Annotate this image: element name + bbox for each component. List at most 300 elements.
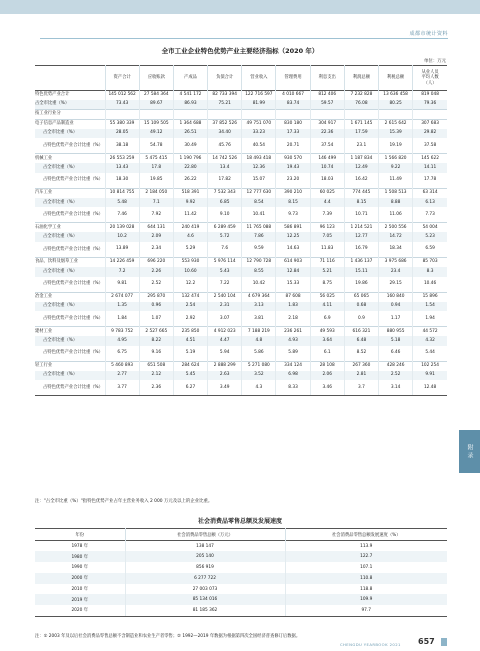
table-cell: 17.78 xyxy=(423,177,437,183)
table-row xyxy=(35,91,447,101)
table-cell: 235 850 xyxy=(173,327,207,337)
table-cell xyxy=(105,110,139,120)
table-cell: 1.35 xyxy=(105,302,139,312)
table-cell: 1 187 834 xyxy=(344,154,378,164)
table-cell: 7.73 xyxy=(425,211,435,217)
table-cell: 20 139 028 xyxy=(105,223,139,233)
table-row xyxy=(35,110,447,120)
table-cell: 5.21 xyxy=(310,267,344,277)
table-cell: 1.94 xyxy=(425,315,435,321)
table-cell: 5.19 xyxy=(173,346,207,362)
table-row xyxy=(35,573,447,584)
table-cell: 2.34 xyxy=(139,242,173,258)
table-cell: 5.89 xyxy=(276,346,310,362)
row-label: 食品、饮料及烟草工业 xyxy=(35,258,105,268)
table-cell: 3.52 xyxy=(242,371,276,381)
row-label: 占特色优势产业合计比重（%） xyxy=(35,138,105,154)
table-cell: 0.9 xyxy=(344,311,378,327)
table-cell: 14 742 526 xyxy=(208,154,242,164)
table-cell: 4.32 xyxy=(413,336,447,346)
table-cell: 5.43 xyxy=(208,267,242,277)
table-cell: 81 185 362 xyxy=(125,605,285,616)
table-cell: 145 012 562 xyxy=(105,91,139,101)
table-cell: 28 108 xyxy=(310,361,344,371)
table-cell: 79.36 xyxy=(413,100,447,110)
table-cell: 73.43 xyxy=(105,100,139,110)
table-cell: 17.59 xyxy=(344,129,378,139)
table-cell: 2 527 665 xyxy=(139,327,173,337)
table-cell: 8.54 xyxy=(242,198,276,208)
table-cell: 15 896 xyxy=(413,292,447,302)
row-label: 轻工行业 xyxy=(35,361,105,371)
table-cell: 6.75 xyxy=(105,346,139,362)
table-cell: 85 134 016 xyxy=(125,594,285,605)
table-cell: 9.81 xyxy=(105,277,139,293)
header-rule xyxy=(40,38,448,39)
table-cell: 4.95 xyxy=(105,336,139,346)
table-cell: 2 500 556 xyxy=(379,223,413,233)
table-cell: 830 180 xyxy=(276,119,310,129)
table-cell: 118.8 xyxy=(360,586,373,592)
table-row xyxy=(35,311,447,327)
table-cell: 12.2 xyxy=(173,277,207,293)
column-header: 应收账款 xyxy=(139,66,173,91)
table-cell: 5.23 xyxy=(413,232,447,242)
table-cell: 7.6 xyxy=(208,242,242,258)
table-cell: 145 622 xyxy=(413,154,447,164)
table-cell: 96 123 xyxy=(310,223,344,233)
table-cell: 7.46 xyxy=(105,207,139,223)
table-cell: 19.85 xyxy=(139,173,173,189)
table-cell: 3.07 xyxy=(208,311,242,327)
table-cell: 75.21 xyxy=(208,100,242,110)
table-row xyxy=(35,277,447,293)
table-cell: 146 499 xyxy=(310,154,344,164)
table-row xyxy=(35,292,447,302)
table-row xyxy=(35,594,447,605)
table-cell: 65 065 xyxy=(344,292,378,302)
table-cell: 8.15 xyxy=(276,198,310,208)
table-cell: 10.46 xyxy=(423,280,437,286)
top-banner xyxy=(0,0,480,14)
table-cell: 6.27 xyxy=(173,380,207,396)
table-cell: 819 048 xyxy=(421,92,439,98)
table-cell: 5.45 xyxy=(173,371,207,381)
table-cell: 71 116 xyxy=(310,258,344,268)
table-cell: 49 593 xyxy=(310,327,344,337)
table2-note: 注：① 2003 年及以后社会消费品零售总额不含制造业和农业生产者零售；② 1992—2019 年数据为根据第四次全国经济普查修订后数据。 xyxy=(35,634,301,639)
column-header xyxy=(35,66,105,91)
column-header: 年份 xyxy=(35,529,125,541)
table-cell: 267 360 xyxy=(344,361,378,371)
row-label: 占特色优势产业合计比重（%） xyxy=(35,346,105,362)
table-cell: 553 930 xyxy=(173,258,207,268)
table-cell: 6.59 xyxy=(425,246,435,252)
table-cell: 11.83 xyxy=(310,242,344,258)
table-cell: 26.51 xyxy=(173,129,207,139)
table-cell: 6.98 xyxy=(276,371,310,381)
table-cell: 6.9 xyxy=(310,311,344,327)
table-cell: 107.1 xyxy=(360,564,373,570)
table-cell: 6.85 xyxy=(208,198,242,208)
table-cell: 7.86 xyxy=(242,232,276,242)
column-header: 负债合计 xyxy=(208,66,242,91)
column-header: 管理费用 xyxy=(276,66,310,91)
table-cell: 4 912 023 xyxy=(208,327,242,337)
table-cell: 29.82 xyxy=(413,129,447,139)
table-cell: 9 783 752 xyxy=(105,327,139,337)
table-cell: 4 679 364 xyxy=(242,292,276,302)
table-row xyxy=(35,258,447,268)
table-cell: 12.84 xyxy=(276,267,310,277)
table-cell: 10.60 xyxy=(173,267,207,277)
table-cell: 27 584 364 xyxy=(139,91,173,101)
table-cell: 34.40 xyxy=(208,129,242,139)
table-cell: 307 683 xyxy=(413,119,447,129)
table-cell: 113.9 xyxy=(360,543,373,549)
table-cell: 19.86 xyxy=(344,277,378,293)
table-cell: 49 751 070 xyxy=(242,119,276,129)
table-cell: 10.41 xyxy=(242,207,276,223)
table-cell: 8.3 xyxy=(413,267,447,277)
table-cell: 15.39 xyxy=(379,129,413,139)
table-cell: 6 277 722 xyxy=(125,573,285,584)
table-row xyxy=(35,327,447,337)
table-row xyxy=(35,207,447,223)
table-row xyxy=(35,138,447,154)
table-row xyxy=(35,188,447,198)
table-cell: 3.7 xyxy=(344,380,378,396)
table-cell: 28.05 xyxy=(105,129,139,139)
table-cell xyxy=(379,110,413,120)
table-cell: 16.42 xyxy=(344,173,378,189)
table-cell: 8.75 xyxy=(310,277,344,293)
table-cell: 97.7 xyxy=(285,605,447,616)
table-cell: 1 671 145 xyxy=(344,119,378,129)
table-cell: 60 025 xyxy=(310,188,344,198)
year-cell: 2000 年 xyxy=(35,573,125,584)
table2-header-row xyxy=(35,529,447,541)
table-cell: 17.82 xyxy=(208,173,242,189)
table-cell: 5.29 xyxy=(173,242,207,258)
table-cell: 2 615 642 xyxy=(379,119,413,129)
table-cell: 6.1 xyxy=(310,346,344,362)
table-cell: 856 919 xyxy=(125,562,285,573)
table-row xyxy=(35,302,447,312)
row-label: 特色优势产业合计 xyxy=(35,91,105,101)
table-cell: 644 131 xyxy=(139,223,173,233)
table-cell: 27 003 073 xyxy=(125,584,285,595)
running-header: 成都市统计资料 xyxy=(409,31,448,37)
table-cell: 3.14 xyxy=(379,380,413,396)
table-cell: 82 733 394 xyxy=(208,91,242,101)
column-header: 营业收入 xyxy=(242,66,276,91)
table-cell: 3.81 xyxy=(242,311,276,327)
table1-unit: 单位：万元 xyxy=(424,59,446,64)
table-cell: 4.47 xyxy=(208,336,242,346)
table-cell: 5.44 xyxy=(425,350,435,356)
footer-text: CHENGDU YEARBOOK 2021 xyxy=(340,642,401,647)
table-cell: 4.93 xyxy=(276,336,310,346)
row-label: 占特色优势产业合计比重（%） xyxy=(35,242,105,258)
year-cell: 1990 年 xyxy=(35,562,125,573)
table-cell: 15.11 xyxy=(344,267,378,277)
table-cell: 205 140 xyxy=(125,551,285,562)
table-cell: 5.86 xyxy=(242,346,276,362)
year-cell: 2019 年 xyxy=(35,594,125,605)
table-cell: 9.22 xyxy=(379,163,413,173)
table-cell: 18 493 418 xyxy=(242,154,276,164)
table-cell: 37.58 xyxy=(423,142,437,148)
table-cell xyxy=(173,110,207,120)
table-cell: 1.07 xyxy=(139,311,173,327)
year-cell: 2010 年 xyxy=(35,584,125,595)
row-label: 占全市比重（%） xyxy=(35,198,105,208)
table-cell: 1.17 xyxy=(379,311,413,327)
table-cell: 10.74 xyxy=(310,163,344,173)
row-label: 占全市比重（%） xyxy=(35,129,105,139)
table-cell: 2.92 xyxy=(173,311,207,327)
table-cell: 7.39 xyxy=(310,207,344,223)
table-cell: 7.92 xyxy=(139,207,173,223)
table-cell: 13.4 xyxy=(208,163,242,173)
table-row xyxy=(35,361,447,371)
table-cell: 18.34 xyxy=(379,242,413,258)
table-row xyxy=(35,541,447,552)
table-cell: 2 674 077 xyxy=(105,292,139,302)
table-cell: 1 364 688 xyxy=(173,119,207,129)
column-header: 从业人员 平均人数 （人） xyxy=(421,69,439,86)
table-cell: 44 572 xyxy=(413,327,447,337)
column-header: 利息支出 xyxy=(310,66,344,91)
table-cell: 85 703 xyxy=(413,258,447,268)
table-cell: 76.08 xyxy=(344,100,378,110)
table-row xyxy=(35,267,447,277)
row-label: 电子信息产品制造业 xyxy=(35,119,105,129)
table-row xyxy=(35,232,447,242)
table-row xyxy=(35,562,447,573)
table-cell: 304 917 xyxy=(310,119,344,129)
table1-header-row xyxy=(35,66,447,91)
table-cell: 334 124 xyxy=(276,361,310,371)
table-cell: 9.92 xyxy=(173,198,207,208)
table-cell: 23.20 xyxy=(276,173,310,189)
table1-note: 注："占全市比重（%）"指特色优势产业占年主营业务收入 2 000 万元及以上的企业比重。 xyxy=(35,499,213,504)
table-cell: 2 540 104 xyxy=(208,292,242,302)
table-cell: 2.63 xyxy=(208,371,242,381)
table-cell: 12.49 xyxy=(344,163,378,173)
table-cell: 83.74 xyxy=(276,100,310,110)
table-cell: 11.42 xyxy=(173,207,207,223)
table-row xyxy=(35,100,447,110)
table-cell: 132 474 xyxy=(173,292,207,302)
table-cell: 614 903 xyxy=(276,258,310,268)
table-row xyxy=(35,173,447,189)
table-cell: 2 888 299 xyxy=(208,361,242,371)
table-cell: 14.11 xyxy=(413,163,447,173)
table-cell: 8.15 xyxy=(344,198,378,208)
table-cell: 2.52 xyxy=(379,371,413,381)
table-cell: 812 406 xyxy=(310,91,344,101)
row-label: 占全市比重（%） xyxy=(35,302,105,312)
table-cell: 1 566 820 xyxy=(379,154,413,164)
table-cell: 1.83 xyxy=(276,302,310,312)
table-cell: 55 380 339 xyxy=(105,119,139,129)
table-cell: 6.48 xyxy=(344,336,378,346)
table-cell: 11.49 xyxy=(379,173,413,189)
table-cell: 26.22 xyxy=(173,173,207,189)
table-cell: 3.77 xyxy=(105,380,139,396)
table-cell: 12 790 728 xyxy=(242,258,276,268)
table-cell: 4 010 667 xyxy=(276,91,310,101)
page-number: 657 xyxy=(418,637,435,646)
table-cell: 1 214 521 xyxy=(344,223,378,233)
row-label: 占特色优势产业合计比重（%） xyxy=(35,173,105,189)
table-cell: 3.13 xyxy=(242,302,276,312)
table-cell: 10.2 xyxy=(105,232,139,242)
table-cell: 81.99 xyxy=(242,100,276,110)
column-header: 利润总额 xyxy=(344,66,378,91)
table-cell: 102 254 xyxy=(413,361,447,371)
table-cell: 89.67 xyxy=(139,100,173,110)
table-cell: 240 419 xyxy=(173,223,207,233)
table-cell: 87 608 xyxy=(276,292,310,302)
column-header: 利税总额 xyxy=(379,66,413,91)
row-label: 占特色优势产业合计比重（%） xyxy=(35,277,105,293)
table-cell: 18.03 xyxy=(310,173,344,189)
table-cell: 30.49 xyxy=(173,138,207,154)
table-cell: 9.59 xyxy=(242,242,276,258)
table-cell: 586 891 xyxy=(276,223,310,233)
table-cell: 4.3 xyxy=(242,380,276,396)
row-label: 占全市比重（%） xyxy=(35,163,105,173)
table-cell: 59.57 xyxy=(310,100,344,110)
row-label: 冶金工业 xyxy=(35,292,105,302)
table-cell: 8.55 xyxy=(242,267,276,277)
table-cell: 6.46 xyxy=(379,346,413,362)
table-cell: 9.10 xyxy=(208,207,242,223)
table-cell: 616 321 xyxy=(344,327,378,337)
table-cell: 122.7 xyxy=(285,551,447,562)
table-cell: 10.71 xyxy=(344,207,378,223)
table-cell: 7 188 219 xyxy=(242,327,276,337)
table-cell: 2.31 xyxy=(208,302,242,312)
table-cell: 5.48 xyxy=(105,198,139,208)
table-cell: 236 261 xyxy=(276,327,310,337)
table-cell: 930 570 xyxy=(276,154,310,164)
table-cell: 5.72 xyxy=(208,232,242,242)
table-cell: 2.26 xyxy=(139,267,173,277)
industry-indicators-table xyxy=(35,65,447,396)
table-cell: 86.93 xyxy=(173,100,207,110)
row-label: 占全市比重（%） xyxy=(35,232,105,242)
table-cell: 13 636 458 xyxy=(379,91,413,101)
table-cell: 295 870 xyxy=(139,292,173,302)
row-label: 占特色优势产业合计比重（%） xyxy=(35,380,105,396)
table-cell: 23.4 xyxy=(379,267,413,277)
table-cell: 5 271 080 xyxy=(242,361,276,371)
table-cell: 7 532 343 xyxy=(208,188,242,198)
table-cell: 2.09 xyxy=(139,232,173,242)
table-cell: 6.13 xyxy=(413,198,447,208)
table-cell: 15 109 505 xyxy=(139,119,173,129)
table-cell: 4.6 xyxy=(173,232,207,242)
table-cell: 14.72 xyxy=(379,232,413,242)
page-number-bar xyxy=(441,638,447,646)
table-cell: 19.19 xyxy=(379,138,413,154)
table-row xyxy=(35,371,447,381)
table-cell: 11 765 088 xyxy=(242,223,276,233)
table-cell: 17.8 xyxy=(139,163,173,173)
table-cell: 1 436 137 xyxy=(344,258,378,268)
table-cell: 22.80 xyxy=(173,163,207,173)
table-cell: 22.36 xyxy=(310,129,344,139)
table-cell: 4.51 xyxy=(173,336,207,346)
column-header: 资产合计 xyxy=(105,66,139,91)
table-cell: 54 004 xyxy=(413,223,447,233)
table-cell: 7.1 xyxy=(139,198,173,208)
table-cell: 49.12 xyxy=(139,129,173,139)
table-cell: 8.52 xyxy=(344,346,378,362)
table-cell: 4.11 xyxy=(310,302,344,312)
table-cell: 518 391 xyxy=(173,188,207,198)
table-cell: 12.36 xyxy=(242,163,276,173)
table-cell: 390 210 xyxy=(276,188,310,198)
year-cell: 2020 年 xyxy=(35,605,125,616)
table-cell: 23.1 xyxy=(344,138,378,154)
table-cell: 38.18 xyxy=(105,138,139,154)
table-cell: 5.94 xyxy=(208,346,242,362)
table-cell: 33.23 xyxy=(242,129,276,139)
table-row xyxy=(35,223,447,233)
row-label: 占全市比重（%） xyxy=(35,100,105,110)
side-tab-label: 附录 xyxy=(466,443,473,460)
table-cell: 37 852 526 xyxy=(208,119,242,129)
table-cell: 1 508 513 xyxy=(379,188,413,198)
table-cell: 5 976 114 xyxy=(208,258,242,268)
table-cell: 9.16 xyxy=(139,346,173,362)
table-cell: 2.36 xyxy=(139,380,173,396)
table-row xyxy=(35,584,447,595)
table-cell: 37.54 xyxy=(310,138,344,154)
table-row xyxy=(35,119,447,129)
table-row xyxy=(35,129,447,139)
table1-title: 全市工业企业特色优势产业主要经济指标（2020 年） xyxy=(161,47,319,55)
row-label: 机械工业 xyxy=(35,154,105,164)
table-cell: 16.79 xyxy=(344,242,378,258)
table-cell: 2 184 050 xyxy=(139,188,173,198)
table-cell: 7.05 xyxy=(310,232,344,242)
column-header: 社会消费品零售总额发展速度（%） xyxy=(331,532,401,538)
table-cell: 12.25 xyxy=(276,232,310,242)
table-cell: 0.94 xyxy=(379,302,413,312)
table-cell xyxy=(139,110,173,120)
table-cell: 1.84 xyxy=(105,311,139,327)
table-cell: 80.25 xyxy=(379,100,413,110)
table-cell: 40.54 xyxy=(242,138,276,154)
table-cell: 6 289 459 xyxy=(208,223,242,233)
table-cell: 880 955 xyxy=(379,327,413,337)
table2-title: 社会消费品零售总额及发展速度 xyxy=(197,518,282,525)
table-cell: 0.96 xyxy=(139,302,173,312)
table-cell: 2.12 xyxy=(139,371,173,381)
table-cell: 3.46 xyxy=(310,380,344,396)
table-cell: 9.91 xyxy=(413,371,447,381)
table-cell: 15.33 xyxy=(276,277,310,293)
table-cell: 1.54 xyxy=(413,302,447,312)
table-cell xyxy=(208,110,242,120)
table-cell: 3.49 xyxy=(208,380,242,396)
